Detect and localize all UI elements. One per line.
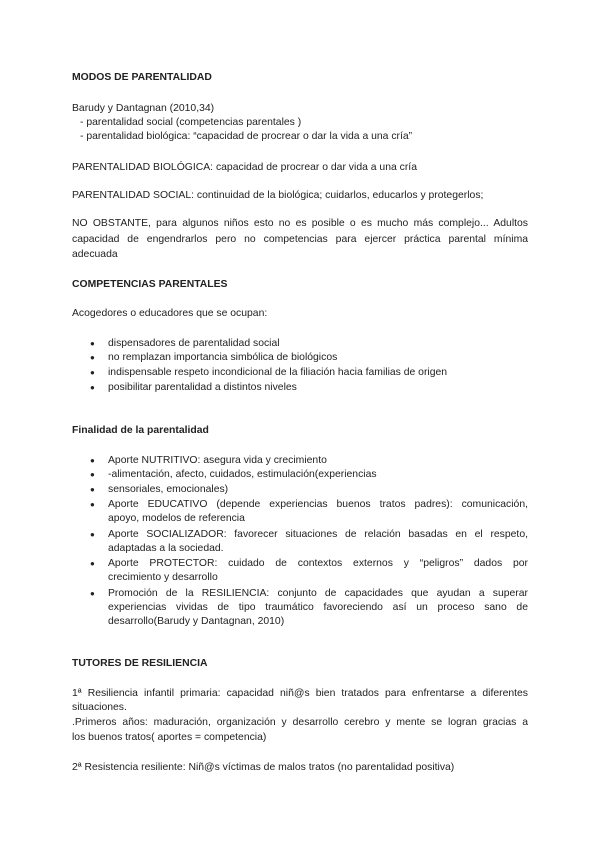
bullet-icon: ● (90, 456, 95, 465)
list-item-continued: desarrollo(Barudy y Dantagnan, 2010) (108, 616, 285, 627)
intro-text: Acogedores o educadores que se ocupan: (72, 308, 268, 319)
bullet-icon: ● (90, 530, 95, 539)
bullet-icon: ● (90, 383, 95, 392)
bullet-icon: ● (90, 470, 95, 479)
definition-biologica: PARENTALIDAD BIOLÓGICA: capacidad de procrear o dar vida a una cría (72, 162, 417, 173)
bullet-icon: ● (90, 589, 95, 598)
list-item: Promoción de la RESILIENCIA: conjunto de capacidades que ayudan a superar (108, 588, 528, 599)
bullet-icon: ● (90, 485, 95, 494)
list-item: Aporte EDUCATIVO (depende experiencias buenos tratos padres): comunicación, (108, 499, 528, 510)
section-heading-finalidad: Finalidad de la parentalidad (72, 425, 209, 436)
paragraph-line: 2ª Resistencia resiliente: Niñ@s víctimas de malos tratos (no parentalidad positiva) (72, 762, 455, 773)
list-item-continued: adaptadas a la sociedad. (108, 543, 224, 554)
list-item: Aporte PROTECTOR: cuidado de contextos externos y “peligros” dados por (108, 558, 528, 569)
paragraph-line: NO OBSTANTE, para algunos niños esto no es posible o es mucho más complejo... Adultos (72, 218, 528, 229)
author-citation: Barudy y Dantagnan (2010,34) (72, 103, 215, 114)
bullet-icon: ● (90, 368, 95, 377)
list-item: Aporte NUTRITIVO: asegura vida y crecimiento (108, 455, 327, 466)
section-heading-competencias: COMPETENCIAS PARENTALES (72, 279, 228, 290)
list-item: Aporte SOCIALIZADOR: favorecer situaciones de relación basadas en el respeto, (108, 529, 528, 540)
paragraph-line: .Primeros años: maduración, organización y desarrollo cerebro y mente se logran gracias a (72, 717, 528, 728)
bullet-icon: ● (90, 339, 95, 348)
section-heading-tutores: TUTORES DE RESILIENCIA (72, 658, 208, 669)
list-item: indispensable respeto incondicional de la filiación hacia familias de origen (108, 367, 448, 378)
list-item: dispensadores de parentalidad social (108, 338, 280, 349)
definition-social: PARENTALIDAD SOCIAL: continuidad de la biológica; cuidarlos, educarlos y protegerlos; (72, 190, 484, 201)
section-heading-modos: MODOS DE PARENTALIDAD (72, 72, 212, 83)
paragraph-line: situaciones. (72, 702, 127, 713)
list-item-continued: apoyo, modelos de referencia (108, 513, 245, 524)
list-item-continued: experiencias vividas de tipo traumático favoreciendo así un proceso sano de (108, 602, 528, 613)
list-item-continued: crecimiento y desarrollo (108, 572, 218, 583)
list-item: no remplazan importancia simbólica de biológicos (108, 352, 338, 363)
bullet-icon: ● (90, 353, 95, 362)
bullet-icon: ● (90, 559, 95, 568)
bullet-icon: ● (90, 500, 95, 509)
paragraph-line: los buenos tratos( aportes = competencia) (72, 732, 267, 743)
list-item: -alimentación, afecto, cuidados, estimulación(experiencias (108, 469, 377, 480)
paragraph-line: adecuada (72, 249, 118, 260)
list-item: - parentalidad social (competencias parentales ) (80, 117, 302, 128)
paragraph-line: 1ª Resiliencia infantil primaria: capacidad niñ@s bien tratados para enfrentarse a diferentes (72, 688, 528, 699)
list-item: posibilitar parentalidad a distintos niveles (108, 382, 297, 393)
list-item: sensoriales, emocionales) (108, 484, 229, 495)
list-item: - parentalidad biológica: “capacidad de procrear o dar la vida a una cría” (80, 131, 413, 142)
paragraph-line: capacidad de engendrarlos pero no competencias para ejercer práctica parental mínima (72, 234, 528, 245)
